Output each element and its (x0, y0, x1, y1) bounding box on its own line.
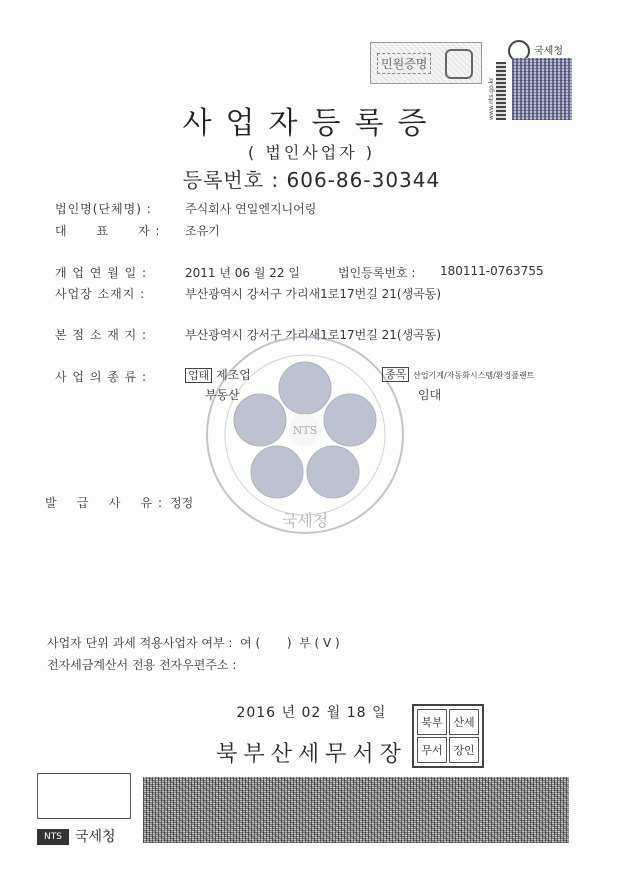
representative-value: 조유기 (185, 224, 220, 238)
registration-number-value: 606-86-30344 (286, 168, 441, 192)
tax-office-name: 북부산세무서장 (216, 742, 407, 767)
jongmok-box-label: 종목 (382, 367, 409, 382)
unit-tax-applicability: 사업자 단위 과세 적용사업자 여부 : 여 ( ) 부 ( V ) (47, 636, 340, 650)
representative-label: 대 표 자 : (55, 224, 161, 238)
civil-certificate-stamp (370, 42, 482, 84)
tax-office-seal (412, 704, 484, 768)
seal-char: 장인 (449, 737, 479, 763)
nts-logo-text: 국세청 (534, 46, 563, 57)
nts-seal-watermark (185, 330, 425, 550)
issue-reason-value: 정정 (170, 496, 194, 510)
jongmok-value-2: 임대 (418, 388, 442, 402)
seal-char: 북부 (417, 709, 447, 735)
uptae-box (185, 366, 251, 383)
side-url-text: www.nts.go.kr (488, 77, 495, 120)
seal-center-text: NTS (292, 424, 318, 437)
uptae-box-label: 업태 (185, 368, 212, 383)
seal-char: 무서 (417, 737, 447, 763)
corp-name-value: 주식회사 연일엔지니어링 (185, 202, 317, 216)
opening-date-value: 2011 년 06 월 22 일 (185, 266, 300, 280)
document-title: 사업자등록증 (182, 106, 441, 141)
issue-reason-label: 발 급 사 유 : (45, 496, 163, 510)
e-invoice-email-label: 전자세금계산서 전용 전자우편주소 : (47, 658, 237, 672)
stamp-emblem-icon (445, 49, 473, 79)
nts-footer-text: 국세청 (75, 829, 116, 845)
opening-date-label: 개 업 연 월 일 : (55, 266, 148, 280)
security-barcode (143, 777, 569, 843)
nts-footer-logo (37, 826, 116, 846)
nts-footer-badge: NTS (37, 829, 69, 845)
hq-address-label: 본 점 소 재 지 : (55, 328, 148, 342)
business-type-label: 사 업 의 종 류 : (55, 370, 148, 384)
corp-reg-number-value: 180111-0763755 (440, 264, 544, 278)
jongmok-box (382, 366, 534, 382)
corp-name-label: 법인명(단체명) : (55, 202, 152, 216)
uptae-value-2: 부동산 (205, 388, 240, 402)
registration-number (0, 164, 623, 193)
blank-box (37, 773, 131, 819)
business-address-label: 사업장 소재지 : (55, 287, 146, 301)
uptae-value-1: 제조업 (216, 368, 251, 382)
document-subtitle: ( 법인사업자 ) (248, 143, 375, 162)
seal-bottom-text: 국세청 (281, 511, 329, 530)
stamp-text: 민원증명 (377, 53, 431, 74)
jongmok-value-1: 산업기계/자동화시스템/환경플랜트 (413, 371, 535, 380)
business-address-value: 부산광역시 강서구 가리새1로17번길 21(생곡동) (185, 287, 442, 301)
seal-char: 산세 (449, 709, 479, 735)
hq-address-value: 부산광역시 강서구 가리새1로17번길 21(생곡동) (185, 328, 442, 342)
corp-reg-number-label: 법인등록번호 : (338, 266, 416, 280)
issue-date: 2016 년 02 월 18 일 (236, 705, 387, 721)
registration-number-label: 등록번호 : (182, 168, 280, 192)
